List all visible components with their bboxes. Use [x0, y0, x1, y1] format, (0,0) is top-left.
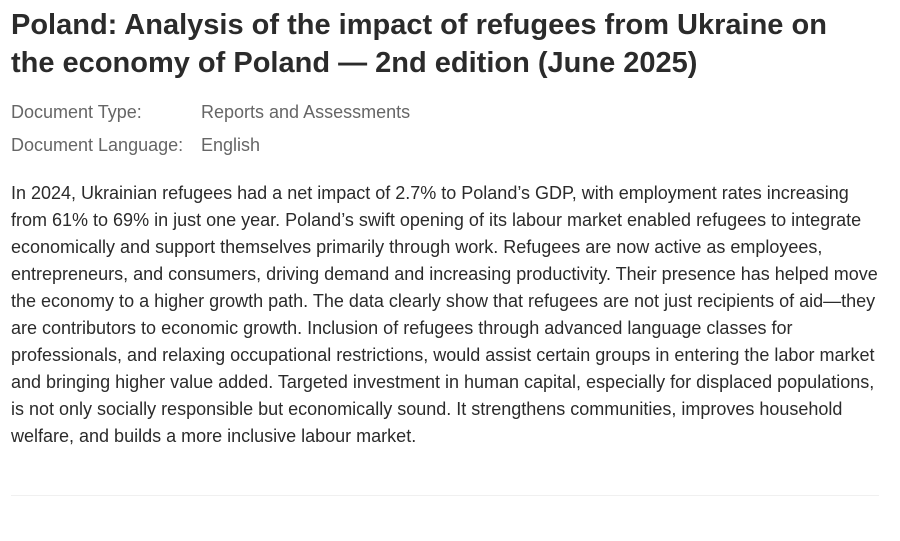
document-summary: In 2024, Ukrainian refugees had a net impact of 2.7% to Poland’s GDP, with employment rates increasing from 61% to 69% in just one year. Poland’s swift opening of its labour market enabled refugees to integrate economically and support themselves primarily through work. Refugees are now active as employees, entrepreneurs, and consumers, driving demand and increasing productivity. Their presence has helped move the economy to a higher growth path. The data clearly show that refugees are not just recipients of aid—they are contributors to economic growth. Inclusion of refugees through advanced language classes for professionals, and relaxing occupational restrictions, would assist certain groups in entering the labor market and bringing higher value added. Targeted investment in human capital, especially for displaced populations, is not only socially responsible but economically sound. It strengthens communities, improves household welfare, and builds a more inclusive labour market. [11, 183, 878, 446]
document-metadata [11, 96, 878, 162]
section-divider [11, 495, 879, 496]
document-type-row [11, 96, 878, 129]
document-language-label: Document Language: [11, 135, 184, 155]
document-type-label: Document Type: [11, 102, 142, 122]
page-title: Poland: Analysis of the impact of refugees from Ukraine on the economy of Poland — 2nd edition (June 2025) [11, 9, 827, 79]
document-language-value: English [201, 135, 261, 155]
document-language-row [11, 129, 878, 162]
document-type-value: Reports and Assessments [201, 102, 411, 122]
